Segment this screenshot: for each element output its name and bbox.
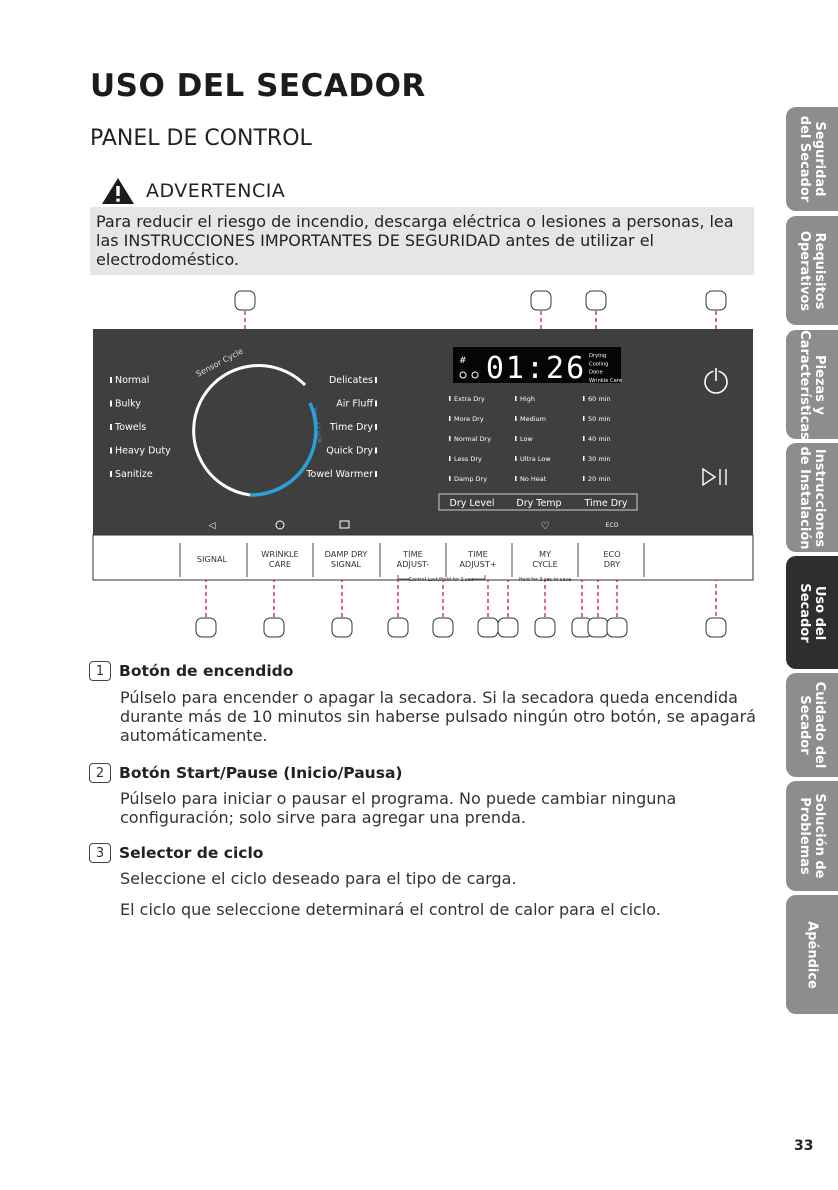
cycle-right-label: Towel Warmer bbox=[306, 469, 373, 480]
lock-icon: # bbox=[459, 356, 467, 366]
cycle-indicator bbox=[110, 377, 112, 383]
cycle-indicator bbox=[375, 377, 377, 383]
item-heading bbox=[89, 842, 263, 864]
cycle-right-label: Delicates bbox=[328, 375, 373, 386]
option-indicator bbox=[449, 436, 451, 441]
callout-marker bbox=[607, 618, 627, 637]
cycle-left-label: Heavy Duty bbox=[115, 445, 171, 457]
option-indicator bbox=[449, 396, 451, 401]
tab-2[interactable] bbox=[786, 216, 838, 325]
item-description: Púlselo para iniciar o pausar el programa. No puede cambiar ninguna configuración; solo sirve para agregar una prenda. bbox=[120, 789, 677, 827]
panel-button-label: ADJUST- bbox=[396, 559, 430, 569]
callout-marker bbox=[588, 618, 608, 637]
cycle-indicator bbox=[110, 448, 112, 454]
status-word: Cooling bbox=[589, 361, 609, 368]
status-word: Drying bbox=[589, 353, 607, 359]
option-indicator bbox=[583, 436, 585, 441]
option-indicator bbox=[583, 416, 585, 421]
tab-3[interactable] bbox=[786, 330, 838, 439]
panel-button-label: TIME bbox=[468, 549, 488, 559]
column-label: Time Dry bbox=[584, 498, 628, 509]
timed-cycle-label: Timed Cycle bbox=[310, 406, 324, 444]
page-title: USO DEL SECADOR bbox=[90, 68, 426, 104]
tab-label: Requisitos Operativos bbox=[797, 230, 827, 311]
panel-button-label: MY bbox=[538, 549, 552, 559]
panel-button-label: CARE bbox=[268, 559, 292, 569]
cycle-indicator bbox=[375, 448, 377, 454]
cycle-indicator bbox=[110, 401, 112, 407]
option-label: More Dry bbox=[454, 415, 484, 423]
tab-label: Instrucciones de Instalación bbox=[797, 445, 827, 550]
tab-label: Apéndice bbox=[804, 920, 820, 989]
callout-marker bbox=[586, 291, 606, 310]
display-time: 01:26 bbox=[485, 351, 587, 386]
option-indicator bbox=[515, 416, 517, 421]
tab-7[interactable] bbox=[786, 781, 838, 891]
cycle-indicator bbox=[375, 424, 377, 430]
item-description: Seleccione el ciclo deseado para el tipo de carga. bbox=[120, 869, 517, 888]
tab-label: Uso del Secador bbox=[797, 582, 827, 643]
callout-marker bbox=[706, 618, 726, 637]
cycle-indicator bbox=[375, 471, 377, 477]
panel-button-label: TIME bbox=[403, 549, 423, 559]
item-description: Púlselo para encender o apagar la secadora. Si la secadora queda encendida durante más de 10 minutos sin haberse pulsado ningún otro botón, se apagará automáticamente. bbox=[120, 688, 756, 745]
option-indicator bbox=[515, 436, 517, 441]
option-indicator bbox=[449, 476, 451, 481]
option-label: Normal Dry bbox=[454, 435, 492, 443]
status-word: Done bbox=[589, 369, 603, 376]
page-number: 33 bbox=[794, 1138, 814, 1154]
panel-face bbox=[93, 329, 753, 561]
option-indicator bbox=[583, 476, 585, 481]
item-title: Selector de ciclo bbox=[119, 844, 264, 862]
panel-button-label: ADJUST+ bbox=[459, 559, 497, 569]
item-description: El ciclo que seleccione determinará el control de calor para el ciclo. bbox=[120, 900, 661, 919]
option-indicator bbox=[583, 456, 585, 461]
panel-button-label: SIGNAL bbox=[196, 554, 228, 564]
column-label: Dry Temp bbox=[516, 498, 562, 509]
sensor-cycle-label: Sensor Cycle bbox=[194, 346, 245, 379]
option-label: Medium bbox=[520, 415, 546, 423]
cycle-left-label: Normal bbox=[115, 375, 150, 386]
option-label: No Heat bbox=[520, 475, 547, 483]
cycle-left-label: Sanitize bbox=[115, 469, 153, 480]
heart-icon: ♡ bbox=[540, 521, 550, 532]
item-number: 2 bbox=[89, 763, 111, 783]
option-label: Damp Dry bbox=[454, 475, 488, 483]
callout-marker bbox=[332, 618, 352, 637]
cycle-right-label: Air Fluff bbox=[336, 398, 373, 410]
save-note: Hold for 3 sec to save bbox=[518, 578, 572, 583]
item-title: Botón Start/Pause (Inicio/Pausa) bbox=[119, 764, 403, 782]
cycle-indicator bbox=[375, 401, 377, 407]
callout-marker bbox=[235, 291, 255, 310]
callout-marker bbox=[196, 618, 216, 637]
option-label: Low bbox=[520, 435, 533, 443]
option-label: 60 min bbox=[588, 395, 611, 403]
speaker-icon: ◁ bbox=[208, 521, 216, 531]
warning-text: Para reducir el riesgo de incendio, descarga eléctrica o lesiones a personas, lea las INSTRUCCIONES IMPORTANTES DE SEGURIDAD antes de utilizar el electrodoméstico. bbox=[90, 207, 754, 275]
option-label: 20 min bbox=[588, 475, 611, 483]
callout-marker bbox=[535, 618, 555, 637]
cycle-left-label: Towels bbox=[115, 422, 147, 433]
option-indicator bbox=[515, 476, 517, 481]
tab-label: Seguridad del Secador bbox=[797, 115, 827, 203]
option-indicator bbox=[515, 396, 517, 401]
item-heading bbox=[89, 762, 403, 784]
item-number: 3 bbox=[89, 843, 111, 863]
option-label: 50 min bbox=[588, 415, 611, 423]
cycle-left-label: Bulky bbox=[115, 398, 141, 410]
option-label: 40 min bbox=[588, 435, 611, 443]
panel-button-label: DRY bbox=[603, 559, 621, 569]
section-subtitle: PANEL DE CONTROL bbox=[90, 126, 312, 151]
panel-button-label: WRINKLE bbox=[261, 549, 299, 559]
tab-8[interactable] bbox=[786, 895, 838, 1014]
eco-icon: ECO bbox=[605, 522, 619, 529]
panel-button-label: SIGNAL bbox=[330, 559, 362, 569]
option-label: 30 min bbox=[588, 455, 611, 463]
callout-marker bbox=[388, 618, 408, 637]
control-panel-diagram bbox=[0, 285, 770, 640]
option-indicator bbox=[449, 416, 451, 421]
callout-marker bbox=[531, 291, 551, 310]
option-indicator bbox=[449, 456, 451, 461]
tab-label: Cuidado del Secador bbox=[797, 681, 827, 769]
item-heading bbox=[89, 660, 293, 682]
panel-button-label: CYCLE bbox=[532, 559, 558, 569]
tab-1[interactable] bbox=[786, 107, 838, 211]
callout-marker bbox=[478, 618, 498, 637]
option-label: Less Dry bbox=[454, 455, 482, 463]
warning-icon bbox=[100, 176, 136, 206]
control-lock-note: Control Lock/Hold for 3 sec bbox=[408, 578, 474, 583]
warning-label: ADVERTENCIA bbox=[146, 180, 286, 202]
option-label: Ultra Low bbox=[520, 455, 551, 463]
callout-marker bbox=[433, 618, 453, 637]
item-number: 1 bbox=[89, 661, 111, 681]
item-title: Botón de encendido bbox=[119, 662, 294, 680]
panel-button-label: ECO bbox=[603, 549, 621, 559]
option-indicator bbox=[515, 456, 517, 461]
tab-label: Piezas y Características bbox=[797, 330, 827, 439]
option-label: Extra Dry bbox=[454, 395, 485, 403]
callout-marker bbox=[706, 291, 726, 310]
cycle-indicator bbox=[110, 471, 112, 477]
cycle-right-label: Quick Dry bbox=[326, 445, 373, 457]
panel-button-label: DAMP DRY bbox=[324, 549, 368, 559]
tab-4[interactable] bbox=[786, 443, 838, 552]
tab-6[interactable] bbox=[786, 673, 838, 777]
warning-header bbox=[100, 176, 285, 206]
callout-marker bbox=[498, 618, 518, 637]
option-indicator bbox=[583, 396, 585, 401]
tab-label: Solución de Problemas bbox=[797, 793, 827, 879]
column-label: Dry Level bbox=[449, 498, 495, 509]
tab-5[interactable] bbox=[786, 556, 838, 669]
status-word: Wrinkle Care bbox=[589, 377, 623, 384]
cycle-right-label: Time Dry bbox=[329, 422, 373, 433]
option-label: High bbox=[520, 395, 535, 403]
callout-marker bbox=[264, 618, 284, 637]
cycle-indicator bbox=[110, 424, 112, 430]
